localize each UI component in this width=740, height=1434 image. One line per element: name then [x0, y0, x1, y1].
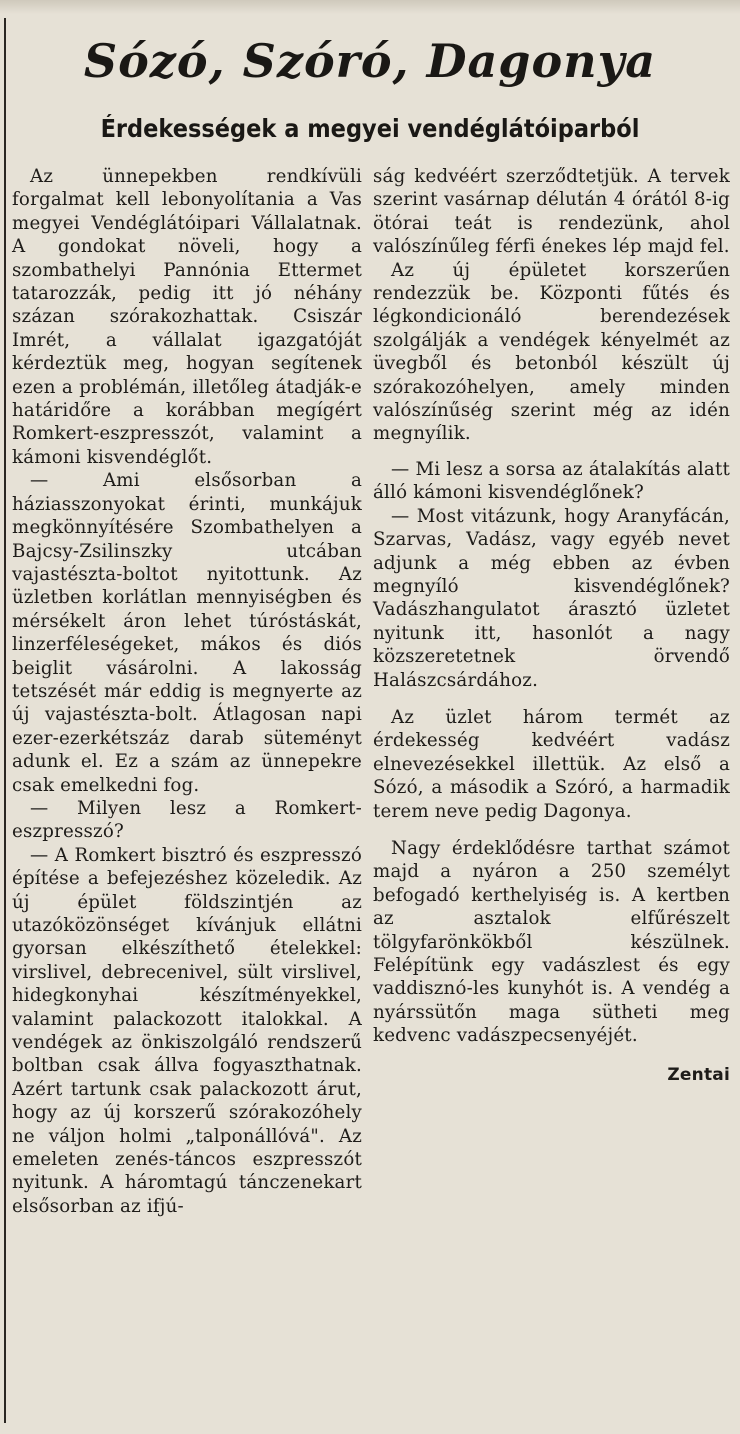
paragraph: — Mi lesz a sorsa az átalakítás alatt álló kámoni kisvendéglőnek? — [373, 458, 730, 504]
column-rule — [4, 18, 6, 1423]
paragraph: — Ami elsősorban a háziasszonyokat érinti, munkájuk megkönnyítésére Szombathelyen a Bajcsy-Zsilinszky utcában vajastészta-boltot nyitottunk. Az üzletben korlátlan mennyiségben és mérsékelt áron lehet túróstáskát, linzerféleségeket, mákos és diós beiglit vásárolni. A lakosság tetszését már eddig is megnyerte az új vajastészta-bolt. Átlagosan napi ezer-ezerkétszáz darab süteményt adunk el. Ez a szám az ünnepekre csak emelkedni fog. — [12, 470, 362, 796]
left-column — [12, 165, 362, 1218]
paragraph: Az új épületet korszerűen rendezzük be. Központi fűtés és légkondicionáló berendezések szolgálják a vendégek kényelmét az üvegből és betonból készült új szórakozóhelyen, amely minden valószínűség szerint még az idén megnyílik. — [373, 259, 730, 445]
right-column — [373, 165, 730, 1087]
paragraph: ság kedvéért szerződtetjük. A tervek szerint vasárnap délután 4 órától 8-ig ötórai teát is rendezünk, ahol valószínűleg férfi énekes lép majd fel. — [373, 166, 730, 258]
page-top-edge — [0, 0, 740, 14]
author-signature: Zentai — [667, 1064, 730, 1085]
paragraph: Nagy érdeklődésre tarthat számot majd a nyáron a 250 személyt befogadó kerthelyiség is. A kertben az asztalok elfűrészelt tölgyfarönkökből készülnek. Felépítünk egy vadászlest és egy vaddisznó-les kunyhót is. A vendég a nyárssütőn maga sütheti meg kedvenc vadászpecsenyéjét. — [373, 837, 730, 1047]
paragraph: — Milyen lesz a Romkert-eszpresszó? — [12, 797, 362, 843]
article-title: Sózó, Szóró, Dagonya — [83, 34, 657, 88]
paragraph: — Most vitázunk, hogy Aranyfácán, Szarvas, Vadász, vagy egyéb nevet adjunk a még ebben az évben megnyíló kisvendéglőnek? Vadászhangulatot árasztó üzletet nyitunk itt, hasonlót a nagy közszeretetnek örvendő Halászcsárdához. — [373, 505, 730, 691]
paragraph: Az üzlet három termét az érdekesség kedvéért vadász elnevezésekkel illettük. Az első a Sózó, a második a Szóró, a harmadik terem neve pedig Dagonya. — [373, 706, 730, 822]
paragraph: — A Romkert bisztró és eszpresszó építése a befejezéshez közeledik. Az új épület földszintjén az utazóközönséget kívánjuk ellátni gyorsan elkészíthető ételekkel: virslivel, debrecenivel, sült virslivel, hidegkonyhai készítményekkel, valamint palackozott italokkal. A vendégek az önkiszolgáló rendszerű boltban csak állva fogyaszthatnak. Azért tartunk csak palackozott árut, hogy az új korszerű szórakozóhely ne váljon holmi „talponállóvá". Az emeleten zenés-táncos eszpresszót nyitunk. A háromtagú tánczenekart elsősorban az ifjú- — [12, 844, 362, 1217]
paragraph: Az ünnepekben rendkívüli forgalmat kell lebonyolítania a Vas megyei Vendéglátóipari Vállalatnak. A gondokat növeli, hogy a szombathelyi Pannónia Ettermet tatarozzák, pedig itt jó néhány százan szórakozhattak. Csiszár Imrét, a vállalat igazgatóját kérdeztük meg, hogyan segítenek ezen a problémán, illetőleg átadják-e határidőre a korábban megígért Romkert-eszpresszót, valamint a kámoni kisvendéglőt. — [12, 166, 362, 468]
article-subtitle: Érdekességek a megyei vendéglátóiparból — [100, 114, 640, 143]
